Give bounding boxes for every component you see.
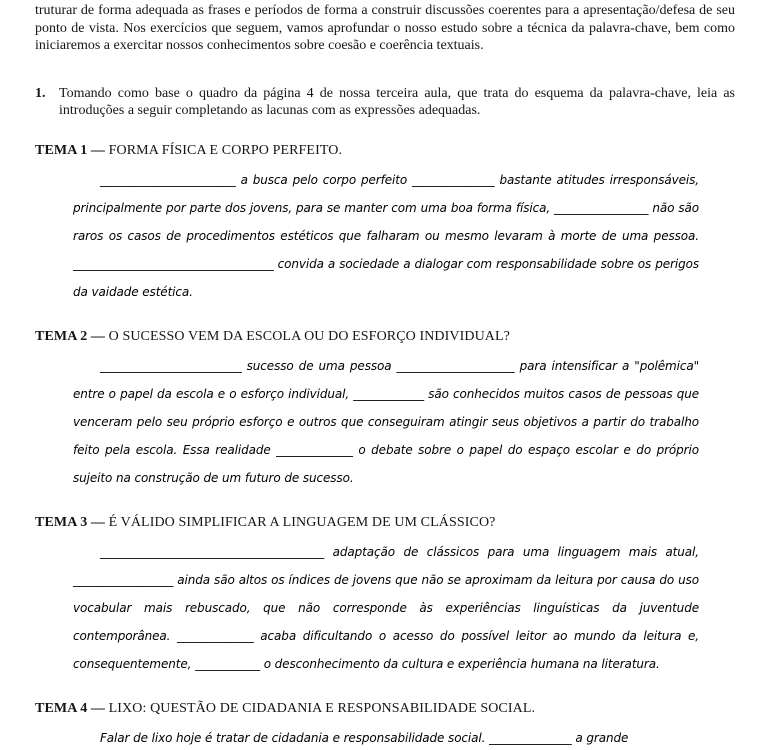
tema-3-label: TEMA 3 —: [35, 514, 106, 530]
tema-3-body-text: ______________________________________ adaptação de clássicos para uma linguagem mais atual, _________________ ainda são altos os índices de jovens que não se aproximam da leitura por causa do uso vocabular mais rebuscado, que não corresponde às experiências linguísticas da juventude contemporânea. _____________ acaba dificultando o acesso do possível leitor ao mundo da leitura e, consequentemente, ___________ o desconhecimento da cultura e experiência humana na literatura.: [73, 544, 699, 671]
question-text: Tomando como base o quadro da página 4 de nossa terceira aula, que trata do esquema da palavra-chave, leia as introduções a seguir completando as lacunas com as expressões adequadas.: [59, 85, 735, 118]
tema-2-heading: [35, 328, 735, 346]
tema-4-heading: [35, 700, 735, 718]
tema-3-title: É VÁLIDO SIMPLIFICAR A LINGUAGEM DE UM CLÁSSICO?: [108, 514, 496, 530]
tema-4-title: LIXO: QUESTÃO DE CIDADANIA E RESPONSABILIDADE SOCIAL.: [108, 700, 536, 716]
tema-3-section: [35, 514, 735, 678]
tema-2-body-text: ________________________ sucesso de uma pessoa ____________________ para intensificar a "polêmica" entre o papel da escola e o esforço individual, ____________ são conhecidos muitos casos de pessoas que venceram pelo seu próprio esforço e outros que conseguiram atingir seus objetivos a partir do trabalho feito pela escola. Essa realidade _____________ o debate sobre o papel do espaço escolar e do próprio sujeito na construção de um futuro de sucesso.: [73, 358, 699, 485]
question-number: 1.: [35, 85, 46, 101]
tema-4-label: TEMA 4 —: [35, 700, 106, 716]
tema-4-section: [35, 700, 735, 750]
exercise-question: [35, 85, 735, 120]
tema-3-heading: [35, 514, 735, 532]
tema-1-heading: [35, 142, 735, 160]
intro-paragraph: truturar de forma adequada as frases e períodos de forma a construir discussões coerentes para a apresentação/defesa de seu ponto de vista. Nos exercícios que seguem, vamos aprofundar o nosso estudo sobre a técnica da palavra-chave, bem como iniciaremos a exercitar nossos conhecimentos sobre coesão e coerência textuais.: [35, 3, 735, 53]
tema-1-title: FORMA FÍSICA E CORPO PERFEITO.: [108, 142, 343, 158]
tema-1-label: TEMA 1 —: [35, 142, 106, 158]
tema-1-body-text: _______________________ a busca pelo corpo perfeito ______________ bastante atitudes irresponsáveis, principalmente por parte dos jovens, para se manter com uma boa forma física, ________________ não são raros os casos de procedimentos estéticos que falharam ou mesmo levaram à morte de uma pessoa. __________________________________ convida a sociedade a dialogar com responsabilidade sobre os perigos da vaidade estética.: [73, 172, 699, 299]
tema-2-label: TEMA 2 —: [35, 328, 106, 344]
tema-1-section: [35, 142, 735, 306]
tema-2-title: O SUCESSO VEM DA ESCOLA OU DO ESFORÇO INDIVIDUAL?: [108, 328, 510, 344]
tema-4-body-text: Falar de lixo hoje é tratar de cidadania e responsabilidade social. ______________ a grande: [100, 730, 629, 745]
tema-2-section: [35, 328, 735, 492]
